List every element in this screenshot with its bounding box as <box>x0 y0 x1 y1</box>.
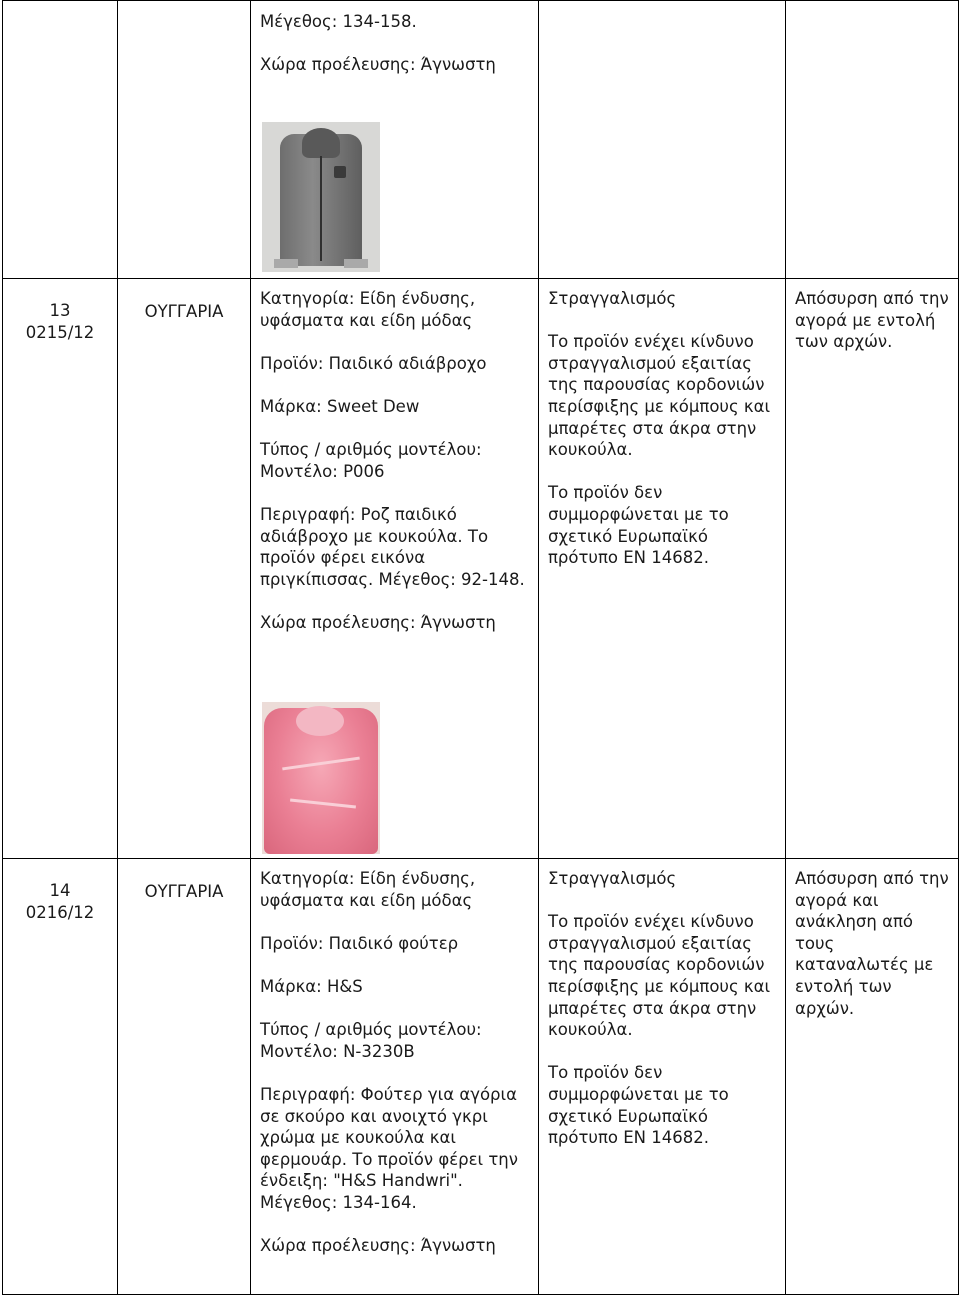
measures-cell <box>786 279 959 859</box>
product-text: Προϊόν: Παιδικό φούτερ <box>260 933 459 953</box>
risk-type-text: Στραγγαλισμός <box>548 289 677 308</box>
pink-raincoat-photo <box>262 702 380 854</box>
notification-number: 13 <box>49 301 71 320</box>
measures-text: Απόσυρση από την αγορά με εντολή των αρχών. <box>795 289 949 352</box>
product-details-cell <box>251 859 539 1295</box>
notification-ref: 0215/12 <box>25 322 95 342</box>
standard-text: Το προϊόν δεν συμμορφώνεται με το σχετικό Ευρωπαϊκό πρότυπο EN 14682. <box>548 483 729 568</box>
risk-cell <box>539 279 786 859</box>
brand-text: Μάρκα: H&S <box>260 976 363 996</box>
notification-number-cell <box>3 859 118 1295</box>
model-text: Τύπος / αριθμός μοντέλου: Μοντέλο: P006 <box>260 440 482 481</box>
rapex-notification-table <box>2 0 959 1295</box>
category-text: Κατηγορία: Είδη ένδυσης, υφάσματα και είδη μόδας <box>260 869 476 910</box>
notification-ref: 0216/12 <box>25 902 95 922</box>
description-text: Περιγραφή: Ροζ παιδικό αδιάβροχο με κουκούλα. Το προϊόν φέρει εικόνα πριγκίπισσας. Μέγεθος: 92-148. <box>260 504 525 589</box>
category-text: Κατηγορία: Είδη ένδυσης, υφάσματα και είδη μόδας <box>260 289 476 330</box>
origin-text: Χώρα προέλευσης: Άγνωστη <box>260 612 496 632</box>
product-text: Προϊόν: Παιδικό αδιάβροχο <box>260 353 487 373</box>
table-row <box>3 279 959 859</box>
measures-cell <box>786 859 959 1295</box>
table-row <box>3 859 959 1295</box>
grey-hoodie-photo <box>262 122 380 272</box>
size-text: Μέγεθος: 134-158. <box>260 12 417 31</box>
risk-description-text: Το προϊόν ενέχει κίνδυνο στραγγαλισμού εξαιτίας της παρουσίας κορδονιών περίσφιξης με κόμπους και μπαρέτες στα άκρα στην κουκούλα. <box>548 912 771 1040</box>
country-cell <box>118 859 251 1295</box>
notification-number-cell <box>3 279 118 859</box>
origin-text: Χώρα προέλευσης: Άγνωστη <box>260 55 496 75</box>
risk-cell <box>539 859 786 1295</box>
measures-text: Απόσυρση από την αγορά και ανάκληση από τους καταναλωτές με εντολή των αρχών. <box>795 869 949 1018</box>
table-row <box>3 1 959 279</box>
country-cell <box>118 279 251 859</box>
risk-description-text: Το προϊόν ενέχει κίνδυνο στραγγαλισμού εξαιτίας της παρουσίας κορδονιών περίσφιξης με κόμπους και μπαρέτες στα άκρα στην κουκούλα. <box>548 332 771 460</box>
model-text: Τύπος / αριθμός μοντέλου: Μοντέλο: N-3230B <box>260 1020 482 1061</box>
brand-text: Μάρκα: Sweet Dew <box>260 396 420 416</box>
country-text: ΟΥΓΓΑΡΙΑ <box>144 882 224 901</box>
risk-type-text: Στραγγαλισμός <box>548 869 677 888</box>
standard-text: Το προϊόν δεν συμμορφώνεται με το σχετικό Ευρωπαϊκό πρότυπο EN 14682. <box>548 1063 729 1148</box>
country-text: ΟΥΓΓΑΡΙΑ <box>144 302 224 321</box>
origin-text: Χώρα προέλευσης: Άγνωστη <box>260 1236 496 1256</box>
description-text: Περιγραφή: Φούτερ για αγόρια σε σκούρο και ανοιχτό γκρι χρώμα με κουκούλα και φερμουάρ. Το προϊόν φέρει την ένδειξη: "H&S Handwri". Μέγεθος: 134-164. <box>260 1084 518 1212</box>
notification-number: 14 <box>49 881 71 900</box>
